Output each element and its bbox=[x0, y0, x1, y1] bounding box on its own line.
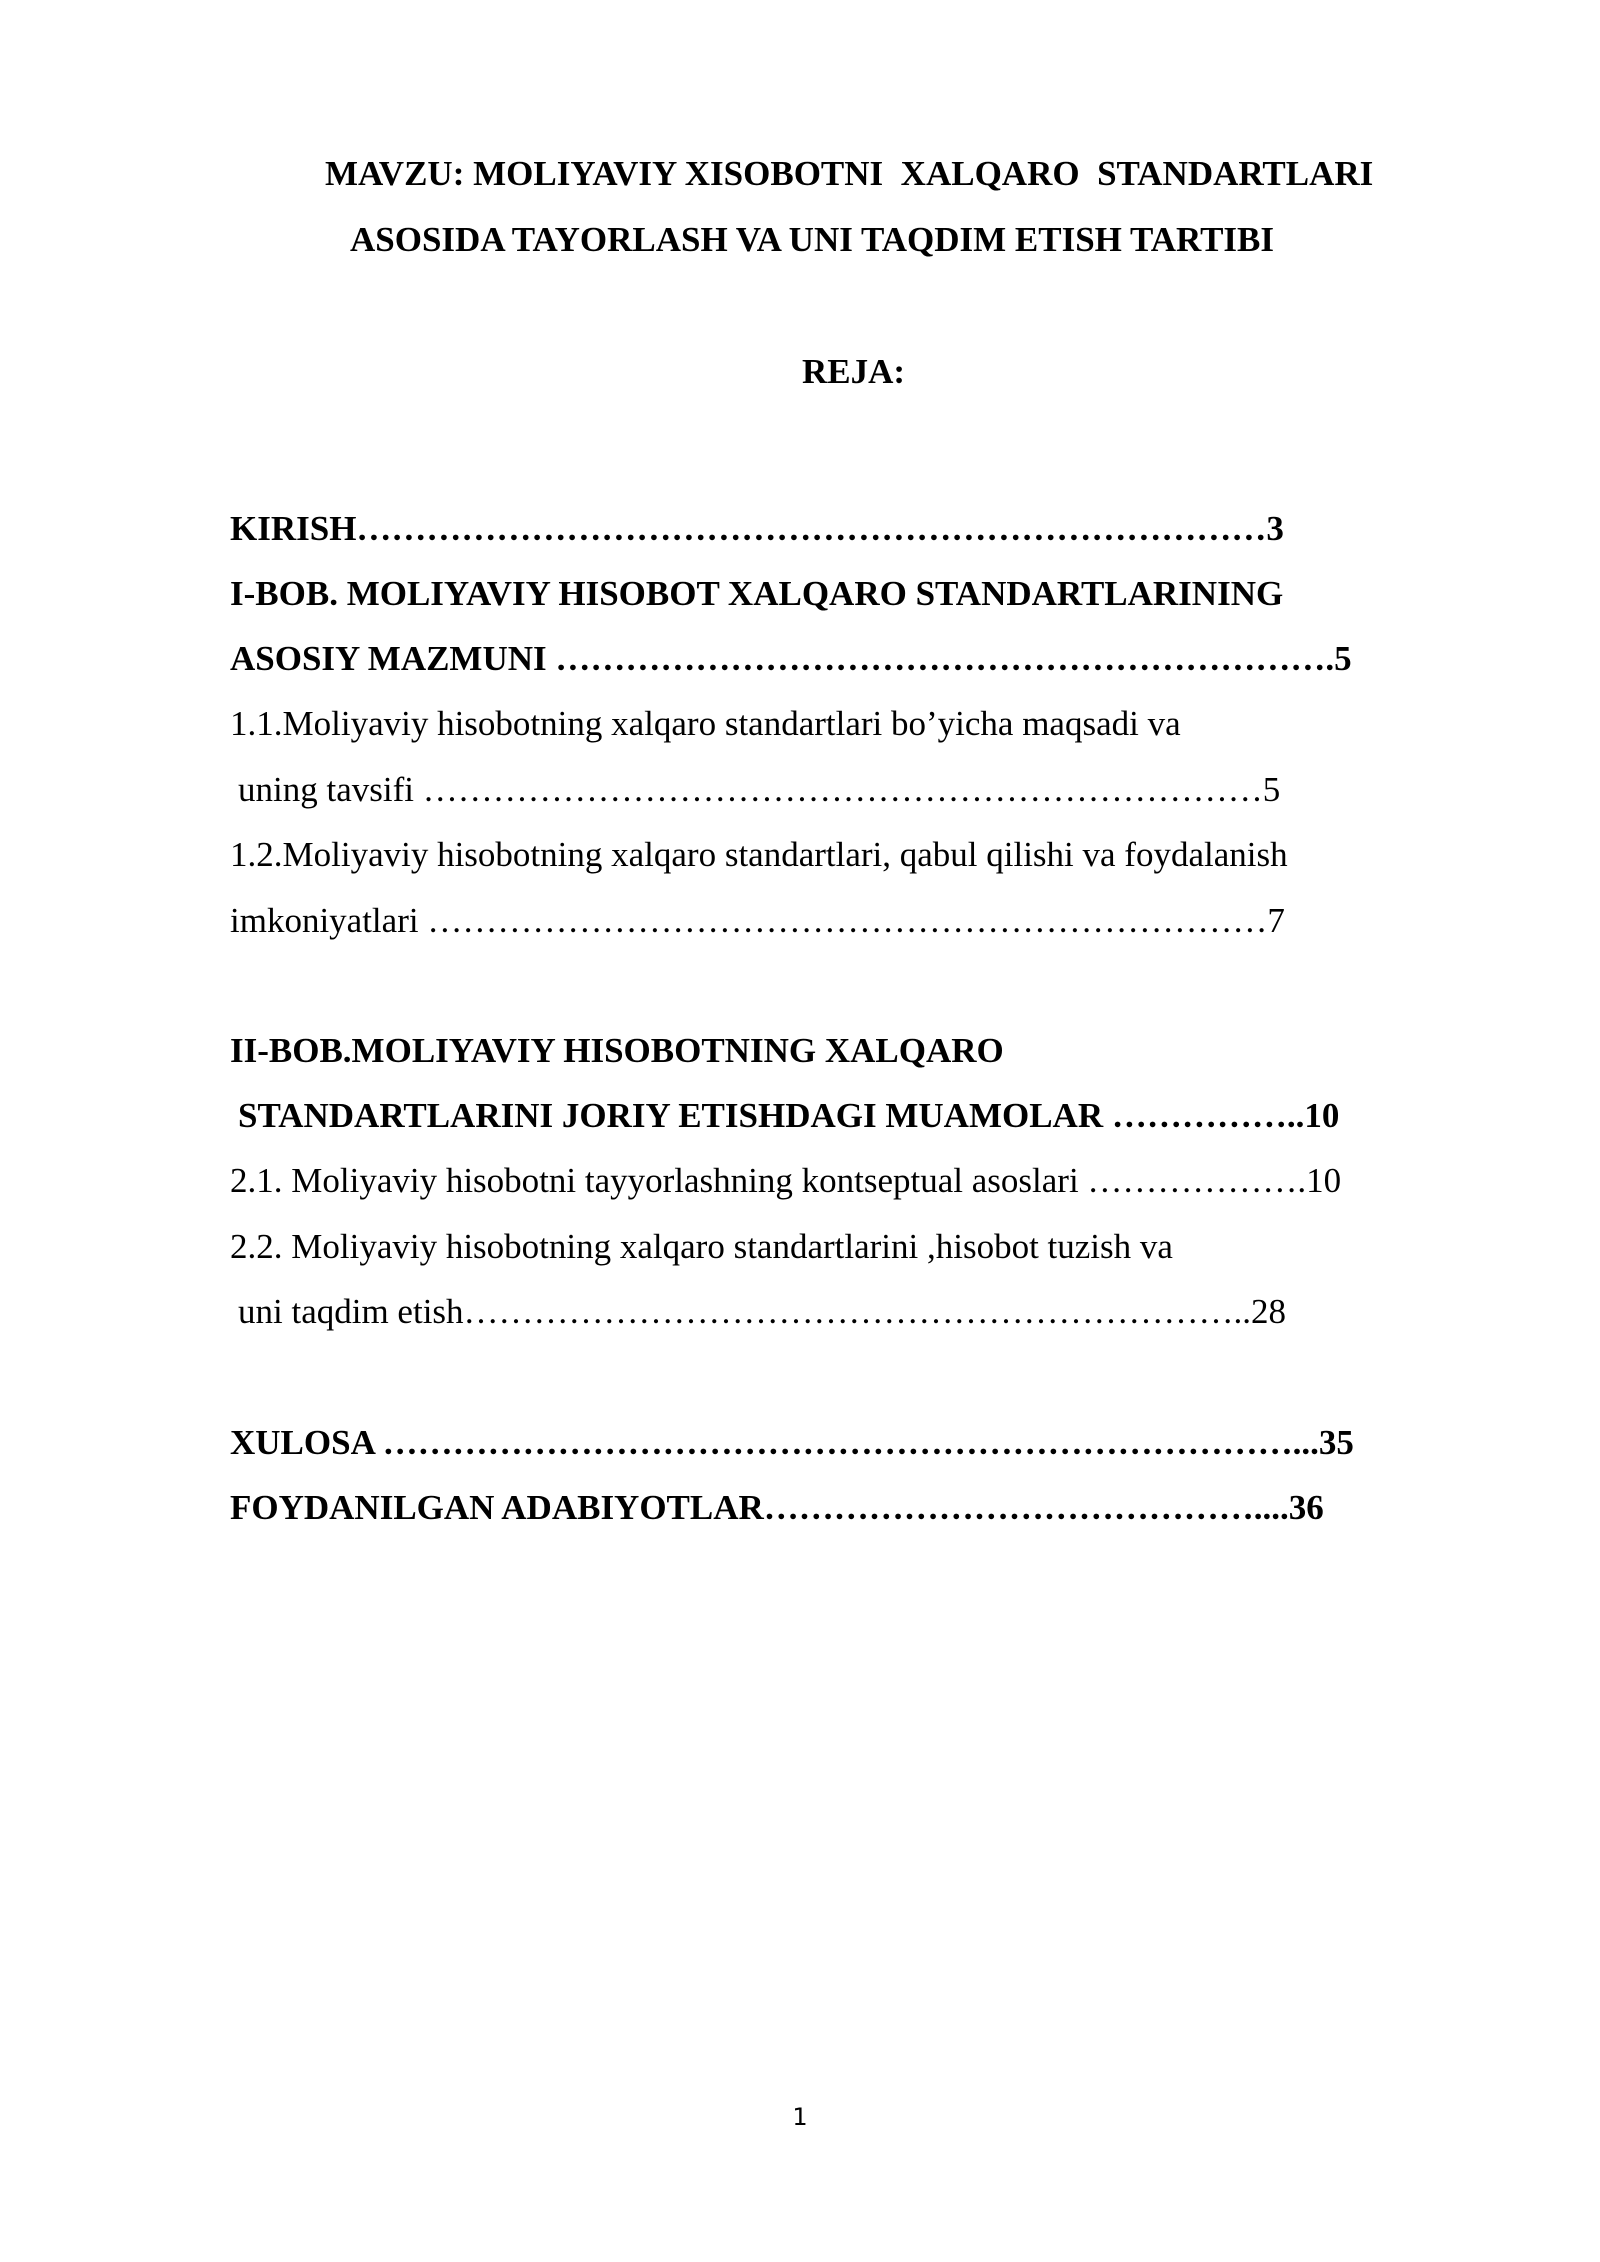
page-number: 1 bbox=[792, 2103, 808, 2131]
toc-section-2-1: 2.1. Moliyaviy hisobotni tayyorlashning kontseptual asoslari ……………….10 bbox=[230, 1161, 1342, 1200]
toc-chapter-2-line-1: II-BOB.MOLIYAVIY HISOBOTNING XALQARO bbox=[230, 1031, 1004, 1070]
topic-title-line-1: MAVZU: MOLIYAVIY XISOBOTNI XALQARO STANDARTLARI bbox=[325, 154, 1374, 193]
toc-section-1-2-line-1: 1.2.Moliyaviy hisobotning xalqaro standartlari, qabul qilishi va foydalanish bbox=[230, 835, 1288, 874]
toc-entry-references: FOYDANILGAN ADABIYOTLAR……………………………………....36 bbox=[230, 1488, 1324, 1527]
toc-section-2-2-line-2: uni taqdim etish…………………………………………………………..28 bbox=[238, 1292, 1287, 1331]
toc-chapter-2-line-2: STANDARTLARINI JORIY ETISHDAGI MUAMOLAR ……………..10 bbox=[238, 1096, 1340, 1135]
toc-section-1-1-line-2: uning tavsifi ………………………………………………………………5 bbox=[238, 770, 1281, 809]
toc-chapter-1-line-1: I-BOB. MOLIYAVIY HISOBOT XALQARO STANDARTLARINING bbox=[230, 574, 1284, 613]
plan-heading: REJA: bbox=[802, 352, 906, 391]
toc-section-1-1-line-1: 1.1.Moliyaviy hisobotning xalqaro standartlari bo’yicha maqsadi va bbox=[230, 704, 1181, 743]
toc-section-1-2-line-2: imkoniyatlari ………………………………………………………………7 bbox=[230, 901, 1285, 940]
toc-entry-conclusion: XULOSA ……………………………………………………………………...35 bbox=[230, 1423, 1354, 1462]
topic-title-line-2: ASOSIDA TAYORLASH VA UNI TAQDIM ETISH TARTIBI bbox=[350, 220, 1274, 259]
toc-entry-introduction: KIRISH……………………………………………………………………3 bbox=[230, 509, 1284, 548]
toc-chapter-1-line-2: ASOSIY MAZMUNI ………………………………………………………….5 bbox=[230, 639, 1352, 678]
toc-section-2-2-line-1: 2.2. Moliyaviy hisobotning xalqaro standartlarini ,hisobot tuzish va bbox=[230, 1227, 1173, 1266]
